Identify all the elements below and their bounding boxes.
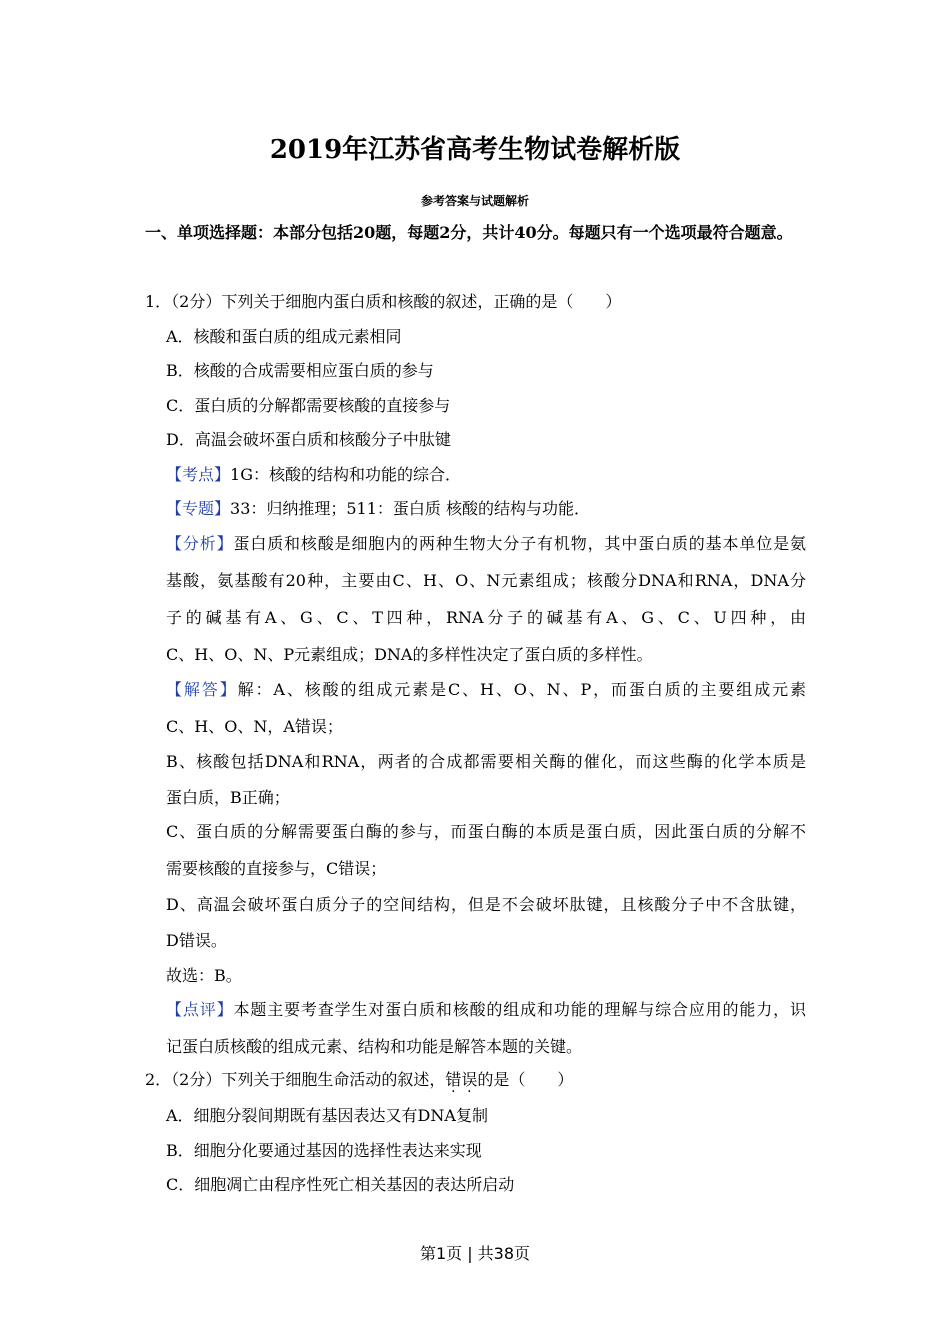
jieda-line-9: 故选：B。	[166, 966, 242, 985]
fenxi-line-1	[166, 532, 806, 556]
question-1-stem: 1．（2分）下列关于细胞内蛋白质和核酸的叙述，正确的是（ ）	[145, 292, 622, 311]
question-2-option-b: B．细胞分化要通过基因的选择性表达来实现	[166, 1141, 482, 1160]
zhuanti-text: 33：归纳推理；511：蛋白质 核酸的结构与功能．	[230, 499, 591, 518]
page-subtitle: 参考答案与试题解析	[420, 194, 529, 208]
jieda-line-8: D错误。	[166, 931, 227, 950]
fenxi-line-4: C、H、O、N、P元素组成；DNA的多样性决定了蛋白质的多样性。	[166, 645, 653, 664]
jieda-line-2: C、H、O、N，A错误；	[166, 717, 343, 736]
zhuanti-tag: 【专题】	[166, 499, 231, 518]
fenxi-tag: 【分析】	[166, 534, 234, 553]
jieda-line-7: D、高温会破坏蛋白质分子的空间结构，但是不会破坏肽键，且核酸分子中不含肽键，	[166, 895, 806, 914]
jieda-line-6: 需要核酸的直接参与，C错误；	[166, 859, 387, 878]
dianping-line-2: 记蛋白质核酸的组成元素、结构和功能是解答本题的关键。	[166, 1037, 583, 1056]
question-2-emphasis-1: 错	[445, 1070, 462, 1089]
jieda-line-1	[166, 678, 806, 702]
kaodian-line	[166, 463, 461, 487]
kaodian-tag: 【考点】	[166, 465, 231, 484]
jieda-line-5: C、蛋白质的分解需要蛋白酶的参与，而蛋白酶的本质是蛋白质，因此蛋白质的分解不	[166, 822, 806, 841]
fenxi-text-1: 蛋白质和核酸是细胞内的两种生物大分子有机物，其中蛋白质的基本单位是氨	[233, 534, 806, 553]
kaodian-text: 1G：核酸的结构和功能的综合．	[230, 465, 461, 484]
page-title: 2019年江苏省高考生物试卷解析版	[269, 135, 681, 165]
question-2-option-a: A．细胞分裂间期既有基因表达又有DNA复制	[166, 1106, 488, 1125]
dianping-text-1: 本题主要考查学生对蛋白质和核酸的组成和功能的理解与综合应用的能力，识	[233, 1000, 806, 1019]
question-1-option-a: A．核酸和蛋白质的组成元素相同	[166, 327, 402, 346]
question-2-stem	[145, 1068, 573, 1092]
jieda-text-1: 解：A、核酸的组成元素是C、H、O、N、P，而蛋白质的主要组成元素	[237, 680, 806, 699]
section-heading: 一、单项选择题：本部分包括20题，每题2分，共计40分。每题只有一个选项最符合题意。	[145, 223, 793, 242]
page-footer: 第1页 | 共38页	[419, 1244, 531, 1263]
question-1-option-c: C．蛋白质的分解都需要核酸的直接参与	[166, 396, 451, 415]
jieda-line-3: B、核酸包括DNA和RNA，两者的合成都需要相关酶的催化，而这些酶的化学本质是	[166, 752, 806, 771]
question-2-stem-after: 的是（ ）	[477, 1070, 574, 1089]
zhuanti-line	[166, 497, 590, 521]
question-2-emphasis-2: 误	[461, 1070, 478, 1089]
question-2-stem-before: 2．（2分）下列关于细胞生命活动的叙述，	[145, 1070, 446, 1089]
jieda-line-4: 蛋白质，B正确；	[166, 788, 290, 807]
dianping-line-1	[166, 998, 806, 1022]
fenxi-line-2: 基酸，氨基酸有20种，主要由C、H、O、N元素组成；核酸分DNA和RNA，DNA分	[166, 571, 806, 590]
question-2-option-c: C．细胞凋亡由程序性死亡相关基因的表达所启动	[166, 1175, 515, 1194]
question-1-option-d: D．高温会破坏蛋白质和核酸分子中肽键	[166, 430, 451, 449]
jieda-tag: 【解答】	[166, 680, 238, 699]
dianping-tag: 【点评】	[166, 1000, 234, 1019]
question-1-option-b: B．核酸的合成需要相应蛋白质的参与	[166, 361, 434, 380]
fenxi-line-3: 子的碱基有A、G、C、T四种，RNA分子的碱基有A、G、C、U四种，由	[166, 608, 806, 627]
